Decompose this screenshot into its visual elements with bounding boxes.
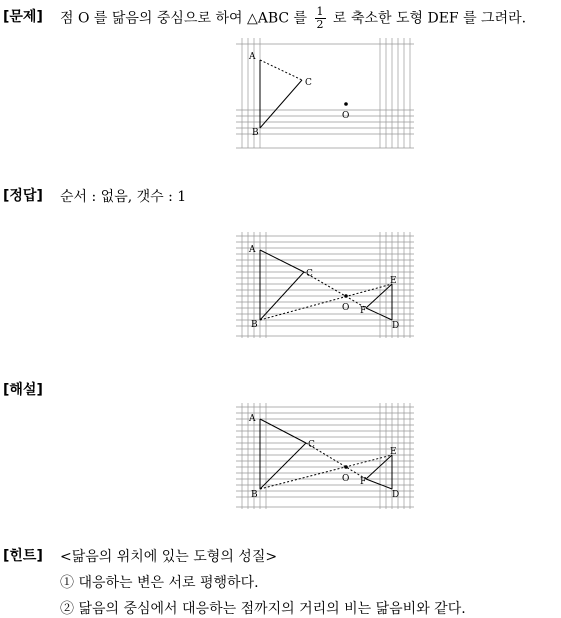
label-f: F [360, 306, 367, 316]
label-d: D [392, 490, 400, 500]
triangle-def [366, 455, 392, 489]
center-point-o [344, 294, 348, 298]
grid [236, 38, 414, 148]
fraction-denominator: 2 [316, 18, 324, 31]
answer-figure [236, 232, 416, 344]
label-f: F [360, 477, 367, 487]
projection-lines [260, 443, 392, 489]
hint-title: <닮음의 위치에 있는 도형의 성질> [60, 549, 278, 565]
fraction-numerator: 1 [316, 5, 324, 18]
problem-text-after: 로 축소한 도형 DEF 를 그려라. [332, 10, 527, 27]
problem-statement [60, 6, 526, 31]
explanation-figure [236, 403, 416, 515]
problem-tag: [문제] [3, 9, 43, 25]
problem-figure [236, 38, 416, 150]
triangle-abc [260, 250, 304, 320]
label-o: O [342, 111, 350, 121]
center-point-o [344, 465, 348, 469]
triangle-abc [260, 60, 302, 128]
label-b: B [251, 490, 258, 500]
label-a: A [249, 245, 256, 255]
hint-item-2: ② 닮음의 중심에서 대응하는 점까지의 거리의 비는 닮음비와 같다. [60, 601, 466, 617]
label-o: O [342, 474, 350, 484]
label-d: D [392, 321, 400, 331]
hint-tag: [힌트] [3, 548, 43, 564]
label-a: A [249, 414, 256, 424]
label-c: C [308, 440, 315, 450]
label-e: E [390, 276, 397, 286]
answer-text: 순서 : 없음, 갯수 : 1 [60, 189, 187, 205]
label-o: O [342, 303, 350, 313]
answer-tag: [정답] [3, 188, 43, 204]
label-e: E [390, 447, 397, 457]
problem-text-before: 점 O 를 닮음의 중심으로 하여 △ABC 를 [60, 10, 308, 27]
label-c: C [306, 269, 313, 279]
label-b: B [251, 320, 258, 330]
label-c: C [305, 78, 312, 88]
hint-item-1: ① 대응하는 변은 서로 평행하다. [60, 575, 259, 591]
center-point-o [344, 102, 348, 106]
fraction [315, 6, 326, 31]
label-b: B [252, 128, 259, 138]
explanation-tag: [해설] [3, 382, 43, 398]
label-a: A [249, 52, 256, 62]
